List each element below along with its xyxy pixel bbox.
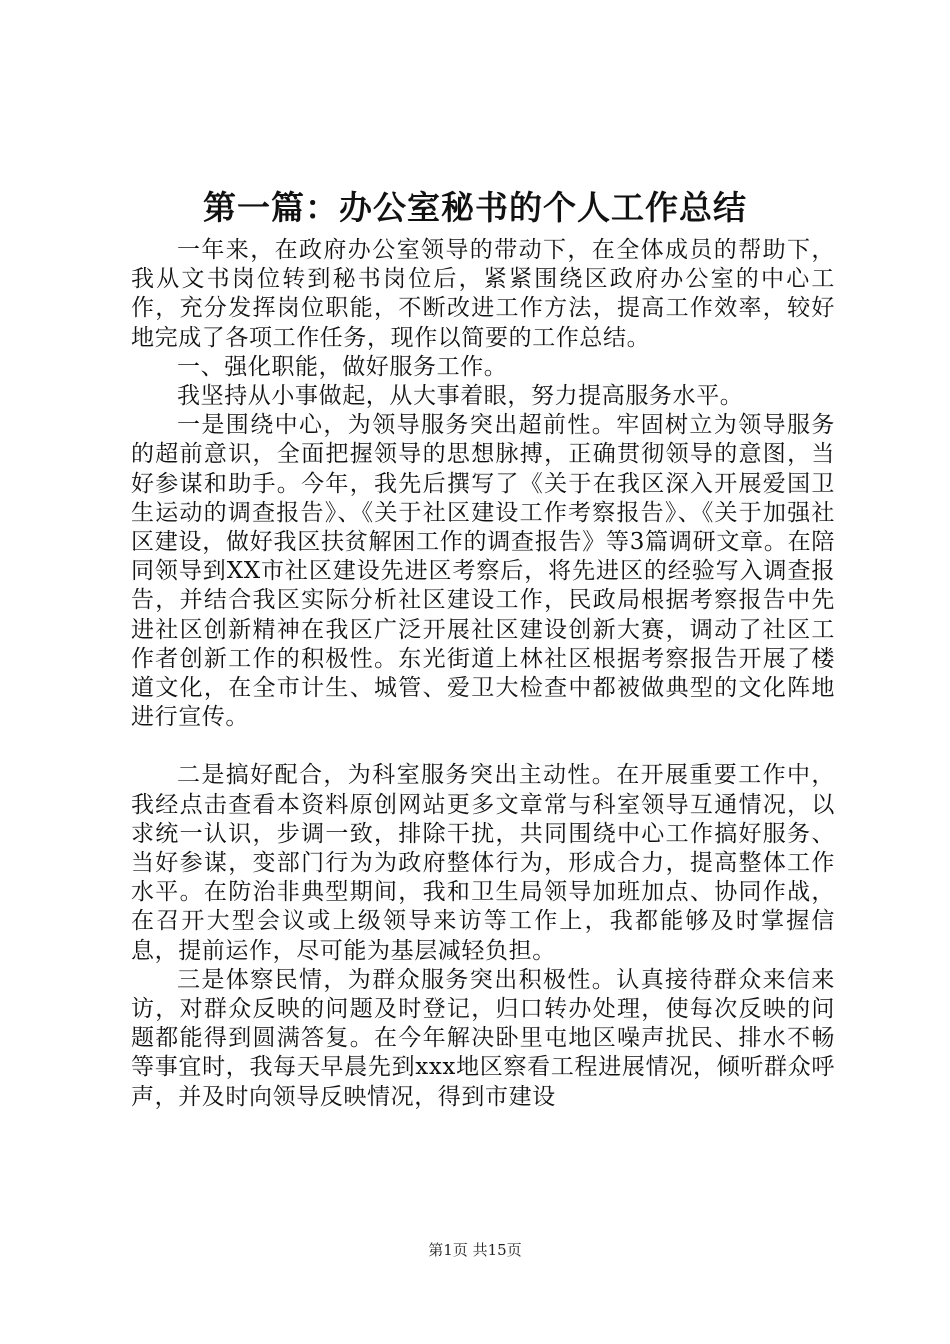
- paragraph-point-3: 三是体察民情，为群众服务突出积极性。认真接待群众来信来访，对群众反映的问题及时登记，归口转办处理，使每次反映的问题都能得到圆满答复。在今年解决卧里屯地区噪声扰民、排水不畅等事宜时，我每天早晨先到xxx地区察看工程进展情况，倾听群众呼声，并及时向领导反映情况，得到市建设: [131, 966, 835, 1110]
- document-title: 第一篇：办公室秘书的个人工作总结: [203, 188, 747, 227]
- page-number-footer: 第1页 共15页: [428, 1241, 522, 1259]
- section-heading-1: 一、强化职能，做好服务工作。: [177, 353, 508, 380]
- paragraph-point-2: 二是搞好配合，为科室服务突出主动性。在开展重要工作中，我经点击查看本资料原创网站更多文章常与科室领导互通情况，以求统一认识，步调一致，排除干扰，共同围绕中心工作搞好服务、当好参谋，变部门行为为政府整体行为，形成合力，提高整体工作水平。在防治非典型期间，我和卫生局领导加班加点、协同作战，在召开大型会议或上级领导来访等工作上，我都能够及时掌握信息，提前运作，尽可能为基层减轻负担。: [131, 762, 835, 964]
- paragraph-intro: 一年来，在政府办公室领导的带动下，在全体成员的帮助下，我从文书岗位转到秘书岗位后，紧紧围绕区政府办公室的中心工作，充分发挥岗位职能，不断改进工作方法，提高工作效率，较好地完成了各项工作任务，现作以简要的工作总结。: [131, 237, 835, 351]
- paragraph-section-1-lead: 我坚持从小事做起，从大事着眼，努力提高服务水平。: [177, 383, 744, 410]
- document-body: [131, 236, 835, 1112]
- paragraph-point-1: 一是围绕中心，为领导服务突出超前性。牢固树立为领导服务的超前意识，全面把握领导的思想脉搏，正确贯彻领导的意图，当好参谋和助手。今年，我先后撰写了《关于在我区深入开展爱国卫生运动的调查报告》、《关于社区建设工作考察报告》、《关于加强社区建设，做好我区扶贫解困工作的调查报告》等3篇调研文章。在陪同领导到XX市社区建设先进区考察后，将先进区的经验写入调查报告，并结合我区实际分析社区建设工作，民政局根据考察报告中先进社区创新精神在我区广泛开展社区建设创新大赛，调动了社区工作者创新工作的积极性。东光街道上林社区根据考察报告开展了楼道文化，在全市计生、城管、爱卫大检查中都被做典型的文化阵地进行宣传。: [131, 412, 835, 731]
